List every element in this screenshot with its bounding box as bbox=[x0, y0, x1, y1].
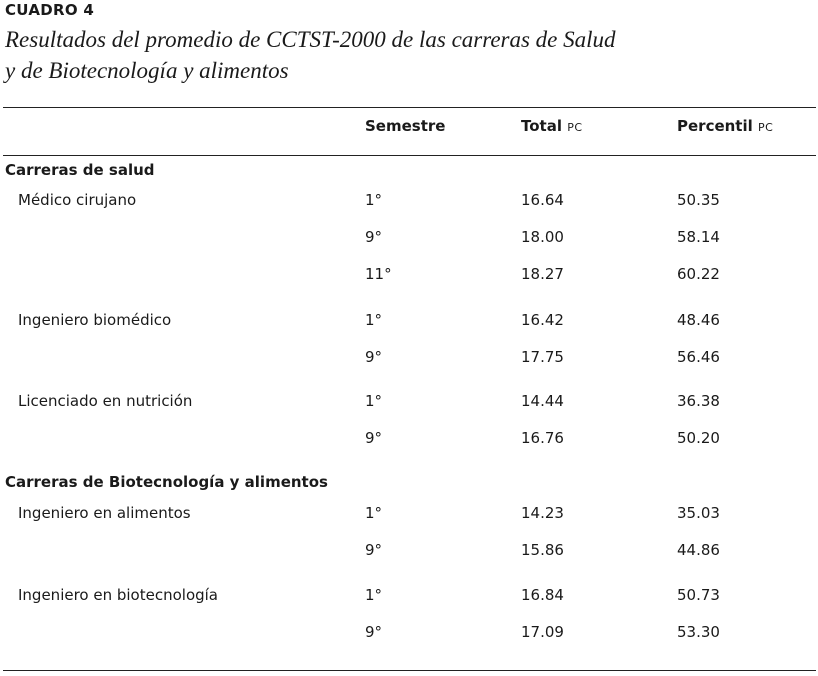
header-semestre-label: Semestre bbox=[365, 117, 446, 135]
cell-total: 14.44 bbox=[521, 392, 564, 410]
header-percentil-label: Percentil bbox=[677, 117, 753, 135]
cell-semestre: 9° bbox=[365, 541, 383, 559]
cell-semestre: 1° bbox=[365, 504, 383, 522]
cell-percentil: 36.38 bbox=[677, 392, 720, 410]
cell-total: 17.75 bbox=[521, 348, 564, 366]
cell-semestre: 11° bbox=[365, 265, 392, 283]
cell-semestre: 9° bbox=[365, 623, 383, 641]
cell-semestre: 9° bbox=[365, 228, 383, 246]
header-rule bbox=[3, 155, 816, 156]
career-name: Ingeniero en alimentos bbox=[18, 504, 191, 522]
header-total-unit: PC bbox=[567, 121, 583, 134]
header-total bbox=[521, 117, 583, 135]
cell-percentil: 53.30 bbox=[677, 623, 720, 641]
top-rule bbox=[3, 107, 816, 108]
bottom-rule bbox=[3, 670, 816, 671]
career-name: Ingeniero en biotecnología bbox=[18, 586, 219, 604]
cell-semestre: 9° bbox=[365, 348, 383, 366]
header-total-label: Total bbox=[521, 117, 562, 135]
cell-percentil: 35.03 bbox=[677, 504, 720, 522]
cell-semestre: 9° bbox=[365, 429, 383, 447]
cell-semestre: 1° bbox=[365, 191, 383, 209]
cell-total: 18.27 bbox=[521, 265, 564, 283]
header-semestre bbox=[365, 117, 445, 135]
section-heading: Carreras de Biotecnología y alimentos bbox=[5, 473, 328, 491]
cell-semestre: 1° bbox=[365, 586, 383, 604]
cell-total: 14.23 bbox=[521, 504, 564, 522]
cell-percentil: 60.22 bbox=[677, 265, 720, 283]
cell-percentil: 50.73 bbox=[677, 586, 720, 604]
cell-percentil: 44.86 bbox=[677, 541, 720, 559]
cell-percentil: 56.46 bbox=[677, 348, 720, 366]
cell-percentil: 50.20 bbox=[677, 429, 720, 447]
cell-semestre: 1° bbox=[365, 392, 383, 410]
cell-semestre: 1° bbox=[365, 311, 383, 329]
cell-total: 16.84 bbox=[521, 586, 564, 604]
cell-total: 16.42 bbox=[521, 311, 564, 329]
career-name: Médico cirujano bbox=[18, 191, 137, 209]
cell-percentil: 50.35 bbox=[677, 191, 720, 209]
header-percentil bbox=[677, 117, 773, 135]
cell-total: 16.64 bbox=[521, 191, 564, 209]
cell-total: 17.09 bbox=[521, 623, 564, 641]
header-percentil-unit: PC bbox=[758, 121, 774, 134]
table-label: CUADRO 4 bbox=[5, 1, 95, 19]
section-heading: Carreras de salud bbox=[5, 161, 155, 179]
cell-total: 15.86 bbox=[521, 541, 564, 559]
cell-percentil: 48.46 bbox=[677, 311, 720, 329]
cell-percentil: 58.14 bbox=[677, 228, 720, 246]
cell-total: 18.00 bbox=[521, 228, 564, 246]
career-name: Ingeniero biomédico bbox=[18, 311, 172, 329]
cell-total: 16.76 bbox=[521, 429, 564, 447]
table-title-line-1: Resultados del promedio de CCTST-2000 de las carreras de Salud bbox=[5, 27, 616, 52]
table-title-line-2: y de Biotecnología y alimentos bbox=[5, 58, 289, 83]
career-name: Licenciado en nutrición bbox=[18, 392, 193, 410]
